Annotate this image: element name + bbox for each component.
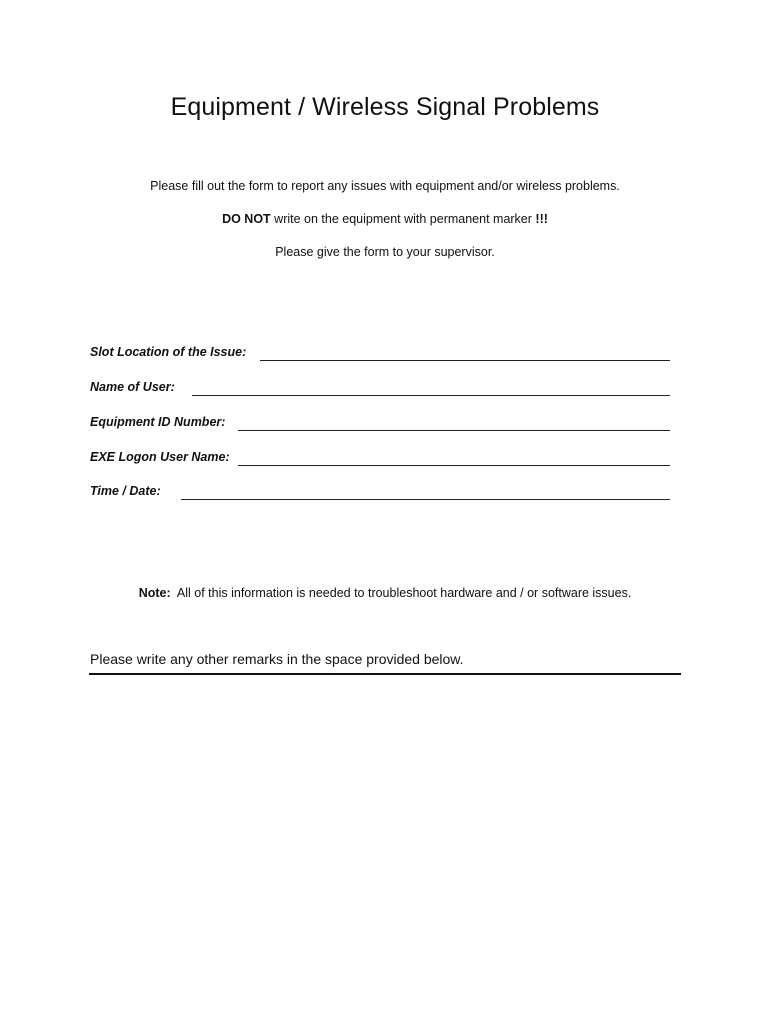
time-date-field [90,480,670,500]
marker-warning-text: write on the equipment with permanent marker [270,212,536,226]
exclamation-emphasis: !!! [535,212,548,226]
instructions-line-3: Please give the form to your supervisor. [275,245,495,259]
equipment-id-label: Equipment ID Number: [90,415,226,429]
slot-location-label: Slot Location of the Issue: [90,345,247,359]
remarks-label: Please write any other remarks in the space provided below. [90,651,464,667]
note-line [0,586,770,600]
time-date-label: Time / Date: [90,484,161,498]
equipment-id-input-line[interactable] [238,430,670,431]
exe-logon-input-line[interactable] [238,465,670,466]
equipment-id-field [90,411,670,431]
exe-logon-label: EXE Logon User Name: [90,450,230,464]
note-text: All of this information is needed to troubleshoot hardware and / or software issues. [170,586,632,600]
exe-logon-field [90,446,670,466]
name-of-user-label: Name of User: [90,380,175,394]
slot-location-field [90,341,670,361]
slot-location-input-line[interactable] [260,360,670,361]
name-of-user-input-line[interactable] [192,395,670,396]
remarks-divider [89,673,681,675]
note-label: Note: [138,586,171,600]
time-date-input-line[interactable] [181,499,670,500]
instructions-line-1: Please fill out the form to report any issues with equipment and/or wireless problems. [150,179,620,193]
instructions-line-2 [0,212,770,226]
do-not-warning: DO NOT [222,212,271,226]
name-of-user-field [90,376,670,396]
page-title: Equipment / Wireless Signal Problems [170,93,600,121]
